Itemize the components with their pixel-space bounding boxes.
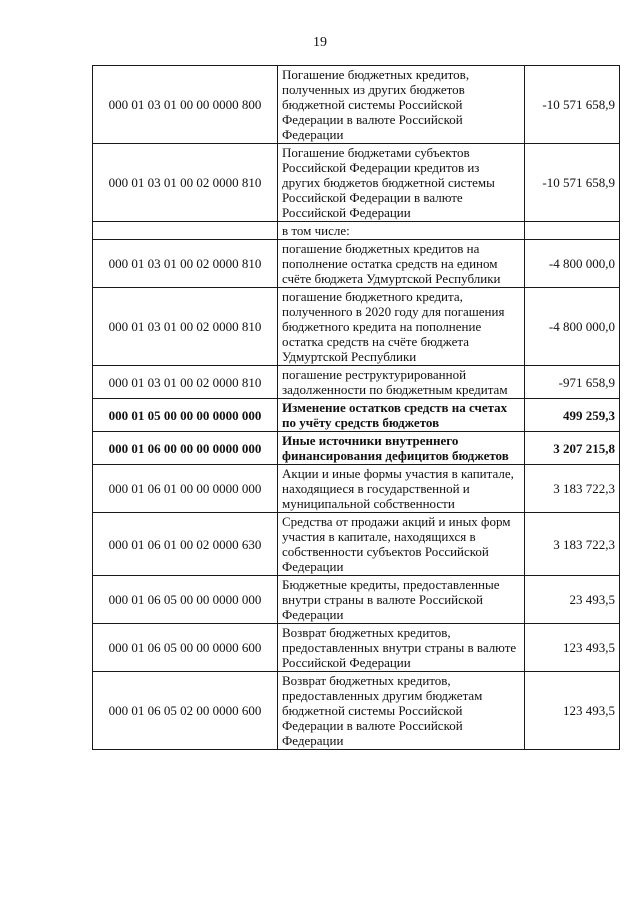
amount-cell: 499 259,3 bbox=[525, 399, 620, 432]
amount-cell: -10 571 658,9 bbox=[525, 66, 620, 144]
table-row bbox=[93, 222, 620, 240]
page-number: 19 bbox=[313, 35, 327, 50]
budget-code-cell: 000 01 03 01 00 02 0000 810 bbox=[93, 240, 278, 288]
description-cell: Иные источники внутреннего финансирования дефицитов бюджетов bbox=[278, 432, 525, 465]
description-cell: Возврат бюджетных кредитов, предоставленных другим бюджетам бюджетной системы Российской Федерации в валюте Российской Федерации bbox=[278, 672, 525, 750]
budget-code-cell: 000 01 06 01 00 00 0000 000 bbox=[93, 465, 278, 513]
table-row-total bbox=[93, 399, 620, 432]
table-row bbox=[93, 624, 620, 672]
description-cell: Погашение бюджетами субъектов Российской Федерации кредитов из других бюджетов бюджетной системы Российской Федерации в валюте Российской Федерации bbox=[278, 144, 525, 222]
amount-cell: 123 493,5 bbox=[525, 624, 620, 672]
table-row bbox=[93, 240, 620, 288]
table-row bbox=[93, 513, 620, 576]
description-cell: в том числе: bbox=[278, 222, 525, 240]
amount-cell: -4 800 000,0 bbox=[525, 240, 620, 288]
budget-sources-table bbox=[92, 65, 620, 750]
amount-cell: 3 183 722,3 bbox=[525, 513, 620, 576]
description-cell: Возврат бюджетных кредитов, предоставленных внутри страны в валюте Российской Федерации bbox=[278, 624, 525, 672]
amount-cell: -971 658,9 bbox=[525, 366, 620, 399]
amount-cell: -10 571 658,9 bbox=[525, 144, 620, 222]
table-row bbox=[93, 288, 620, 366]
budget-code-cell: 000 01 03 01 00 02 0000 810 bbox=[93, 288, 278, 366]
table-row bbox=[93, 465, 620, 513]
description-cell: Акции и иные формы участия в капитале, находящиеся в государственной и муниципальной собственности bbox=[278, 465, 525, 513]
table-row-total bbox=[93, 432, 620, 465]
description-cell: погашение бюджетных кредитов на пополнение остатка средств на едином счёте бюджета Удмуртской Республики bbox=[278, 240, 525, 288]
budget-code-cell: 000 01 06 05 00 00 0000 600 bbox=[93, 624, 278, 672]
budget-code-cell: 000 01 03 01 00 00 0000 800 bbox=[93, 66, 278, 144]
amount-cell: -4 800 000,0 bbox=[525, 288, 620, 366]
budget-code-cell: 000 01 06 00 00 00 0000 000 bbox=[93, 432, 278, 465]
amount-cell: 23 493,5 bbox=[525, 576, 620, 624]
amount-cell bbox=[525, 222, 620, 240]
description-cell: погашение реструктурированной задолженности по бюджетным кредитам bbox=[278, 366, 525, 399]
budget-code-cell: 000 01 03 01 00 02 0000 810 bbox=[93, 366, 278, 399]
budget-code-cell: 000 01 06 05 02 00 0000 600 bbox=[93, 672, 278, 750]
description-cell: Средства от продажи акций и иных форм участия в капитале, находящихся в собственности субъектов Российской Федерации bbox=[278, 513, 525, 576]
budget-code-cell: 000 01 06 05 00 00 0000 000 bbox=[93, 576, 278, 624]
budget-code-cell: 000 01 06 01 00 02 0000 630 bbox=[93, 513, 278, 576]
table-row bbox=[93, 144, 620, 222]
description-cell: Изменение остатков средств на счетах по учёту средств бюджетов bbox=[278, 399, 525, 432]
budget-code-cell bbox=[93, 222, 278, 240]
amount-cell: 123 493,5 bbox=[525, 672, 620, 750]
table-row bbox=[93, 366, 620, 399]
table-row bbox=[93, 672, 620, 750]
table-row bbox=[93, 576, 620, 624]
budget-code-cell: 000 01 03 01 00 02 0000 810 bbox=[93, 144, 278, 222]
budget-code-cell: 000 01 05 00 00 00 0000 000 bbox=[93, 399, 278, 432]
description-cell: Погашение бюджетных кредитов, полученных из других бюджетов бюджетной системы Российской Федерации в валюте Российской Федерации bbox=[278, 66, 525, 144]
description-cell: Бюджетные кредиты, предоставленные внутри страны в валюте Российской Федерации bbox=[278, 576, 525, 624]
amount-cell: 3 183 722,3 bbox=[525, 465, 620, 513]
description-cell: погашение бюджетного кредита, полученного в 2020 году для погашения бюджетного кредита на пополнение остатка средств на счёте бюджета Удмуртской Республики bbox=[278, 288, 525, 366]
table-row bbox=[93, 66, 620, 144]
amount-cell: 3 207 215,8 bbox=[525, 432, 620, 465]
